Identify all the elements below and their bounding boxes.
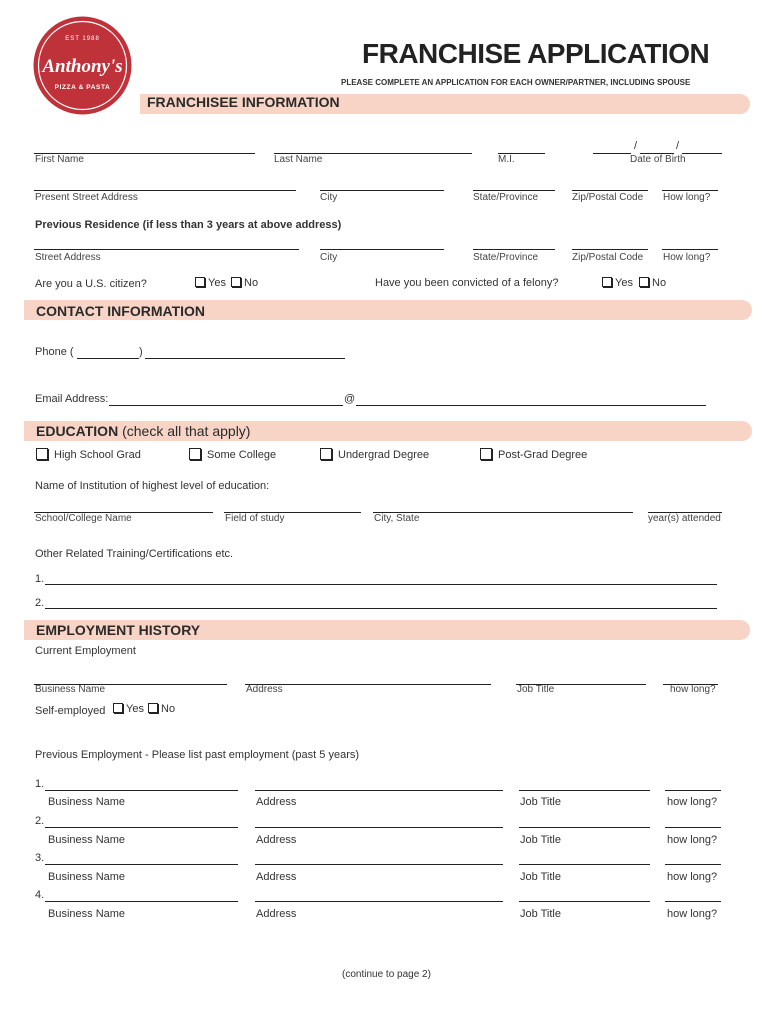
prev-street-label: Street Address — [35, 252, 101, 263]
prev-how-long-label: how long? — [667, 834, 718, 846]
prev-row-number: 4. — [35, 889, 45, 901]
prev-address-label: Address — [256, 871, 297, 883]
city-label: City — [320, 192, 338, 203]
checkbox-icon — [639, 277, 649, 287]
zip-field[interactable] — [572, 190, 648, 191]
prev-job-title-label: Job Title — [520, 908, 561, 920]
self-employed-yes-checkbox[interactable] — [113, 703, 144, 715]
edu-high-school-checkbox[interactable] — [36, 448, 141, 461]
checkbox-icon — [480, 448, 492, 460]
prev-state-field[interactable] — [473, 249, 555, 250]
previous-employment-label: Previous Employment - Please list past employment (past 5 years) — [35, 749, 360, 761]
school-name-label: School/College Name — [35, 513, 132, 524]
prev-zip-label: Zip/Postal Code — [572, 252, 644, 263]
logo-est: EST 1988 — [65, 36, 100, 42]
training-item-2-field[interactable] — [45, 608, 717, 609]
mi-label: M.I. — [498, 154, 515, 165]
contact-section-title: CONTACT INFORMATION — [36, 303, 206, 319]
logo-name: Anthony's — [42, 56, 123, 77]
checkbox-icon — [113, 703, 123, 713]
checkbox-icon — [320, 448, 332, 460]
training-item-2-number: 2. — [35, 597, 45, 609]
training-item-1-number: 1. — [35, 573, 45, 585]
prev-street-field[interactable] — [34, 249, 299, 250]
checkbox-icon — [602, 277, 612, 287]
felony-question: Have you been convicted of a felony? — [375, 277, 559, 289]
checkbox-icon — [36, 448, 48, 460]
dob-year-field[interactable] — [682, 153, 722, 154]
field-of-study-label: Field of study — [225, 513, 285, 524]
prev-job-title-field[interactable] — [519, 901, 650, 902]
prev-job-title-label: Job Title — [520, 796, 561, 808]
education-title: EDUCATION — [36, 423, 119, 439]
education-note: (check all that apply) — [122, 423, 251, 439]
prev-city-field[interactable] — [320, 249, 444, 250]
school-city-state-label: City, State — [374, 513, 420, 524]
education-section-title — [36, 423, 250, 439]
prev-address-field[interactable] — [255, 827, 503, 828]
page-title: FRANCHISE APPLICATION — [362, 38, 710, 69]
email-user-field[interactable] — [109, 405, 343, 406]
prev-how-long-label: how long? — [667, 871, 718, 883]
citizen-no-label: No — [244, 277, 259, 289]
self-employed-no-label: No — [161, 703, 176, 715]
prev-state-label: State/Province — [473, 252, 539, 263]
phone-number-field[interactable] — [145, 358, 345, 359]
prev-row-number: 3. — [35, 852, 45, 864]
prev-how-long-field[interactable] — [665, 864, 721, 865]
email-at-sign: @ — [344, 393, 356, 405]
felony-yes-checkbox[interactable] — [602, 277, 633, 289]
zip-label: Zip/Postal Code — [572, 192, 644, 203]
prev-business-name-label: Business Name — [48, 871, 126, 883]
prev-zip-field[interactable] — [572, 249, 648, 250]
prev-business-name-label: Business Name — [48, 834, 126, 846]
checkbox-icon — [148, 703, 158, 713]
state-field[interactable] — [473, 190, 555, 191]
checkbox-icon — [189, 448, 201, 460]
city-field[interactable] — [320, 190, 444, 191]
prev-job-title-label: Job Title — [520, 871, 561, 883]
phone-area-code-field[interactable] — [77, 358, 139, 359]
prev-how-long-field[interactable] — [665, 827, 721, 828]
prev-row-number: 2. — [35, 815, 45, 827]
street-address-label: Present Street Address — [35, 192, 138, 203]
street-address-field[interactable] — [34, 190, 296, 191]
prev-business-name-field[interactable] — [45, 864, 238, 865]
brand-logo — [32, 15, 133, 116]
prev-business-name-field[interactable] — [45, 827, 238, 828]
employment-section-title: EMPLOYMENT HISTORY — [36, 622, 201, 638]
dob-separator-2: / — [676, 140, 680, 152]
prev-address-label: Address — [256, 796, 297, 808]
prev-address-label: Address — [256, 834, 297, 846]
prev-address-field[interactable] — [255, 790, 503, 791]
training-item-1-field[interactable] — [45, 584, 717, 585]
checkbox-icon — [231, 277, 241, 287]
dob-separator-1: / — [634, 140, 638, 152]
prev-how-long-label: how long? — [667, 908, 718, 920]
dob-label: Date of Birth — [630, 154, 686, 165]
edu-option-label: Undergrad Degree — [338, 449, 430, 461]
prev-address-field[interactable] — [255, 901, 503, 902]
edu-postgrad-checkbox[interactable] — [480, 448, 587, 461]
citizen-yes-checkbox[interactable] — [195, 277, 226, 289]
edu-option-label: High School Grad — [54, 449, 141, 461]
prev-job-title-label: Job Title — [520, 834, 561, 846]
last-name-label: Last Name — [274, 154, 323, 165]
self-employed-yes-label: Yes — [126, 703, 144, 715]
phone-label: Phone ( — [35, 346, 74, 358]
current-employment-label: Current Employment — [35, 645, 136, 657]
prev-how-long-field[interactable] — [665, 790, 721, 791]
prev-business-name-field[interactable] — [45, 790, 238, 791]
phone-close-paren: ) — [139, 346, 143, 358]
citizen-yes-label: Yes — [208, 277, 226, 289]
felony-no-checkbox[interactable] — [639, 277, 666, 289]
email-label: Email Address: — [35, 393, 109, 405]
prev-address-label: Address — [256, 908, 297, 920]
institution-label: Name of Institution of highest level of education: — [35, 480, 270, 492]
previous-residence-heading: Previous Residence (if less than 3 years at above address) — [35, 219, 342, 231]
edu-option-label: Some College — [207, 449, 277, 461]
franchisee-section-title: FRANCHISEE INFORMATION — [147, 94, 340, 110]
current-address-label: Address — [246, 684, 283, 695]
how-long-label: How long? — [663, 192, 711, 203]
years-attended-label: year(s) attended — [648, 513, 721, 524]
citizen-question: Are you a U.S. citizen? — [35, 278, 147, 290]
dob-month-field[interactable] — [593, 153, 631, 154]
state-label: State/Province — [473, 192, 539, 203]
felony-no-label: No — [652, 277, 667, 289]
current-job-title-label: Job Title — [517, 684, 555, 695]
edu-some-college-checkbox[interactable] — [189, 448, 276, 461]
prev-how-long-field[interactable] — [665, 901, 721, 902]
prev-business-name-field[interactable] — [45, 901, 238, 902]
prev-row-number: 1. — [35, 778, 45, 790]
prev-how-long-label: how long? — [667, 796, 718, 808]
checkbox-icon — [195, 277, 205, 287]
prev-business-name-label: Business Name — [48, 796, 126, 808]
self-employed-no-checkbox[interactable] — [148, 703, 175, 715]
logo-badge — [32, 15, 133, 116]
page-subtitle: PLEASE COMPLETE AN APPLICATION FOR EACH OWNER/PARTNER, INCLUDING SPOUSE — [341, 78, 691, 87]
felony-yes-label: Yes — [615, 277, 633, 289]
prev-job-title-field[interactable] — [519, 790, 650, 791]
prev-how-long-field[interactable] — [662, 249, 718, 250]
current-how-long-label: how long? — [670, 684, 716, 695]
how-long-field[interactable] — [662, 190, 718, 191]
prev-job-title-field[interactable] — [519, 827, 650, 828]
prev-job-title-field[interactable] — [519, 864, 650, 865]
edu-undergrad-checkbox[interactable] — [320, 448, 429, 461]
first-name-label: First Name — [35, 154, 84, 165]
prev-how-long-label: How long? — [663, 252, 711, 263]
prev-business-name-label: Business Name — [48, 908, 126, 920]
logo-tagline: PIZZA & PASTA — [54, 84, 111, 91]
prev-city-label: City — [320, 252, 338, 263]
other-training-label: Other Related Training/Certifications etc. — [35, 548, 234, 560]
prev-address-field[interactable] — [255, 864, 503, 865]
citizen-no-checkbox[interactable] — [231, 277, 258, 289]
email-domain-field[interactable] — [356, 405, 706, 406]
current-business-name-label: Business Name — [35, 684, 106, 695]
edu-option-label: Post-Grad Degree — [498, 449, 588, 461]
continue-note: (continue to page 2) — [342, 969, 431, 980]
self-employed-label: Self-employed — [35, 705, 106, 717]
